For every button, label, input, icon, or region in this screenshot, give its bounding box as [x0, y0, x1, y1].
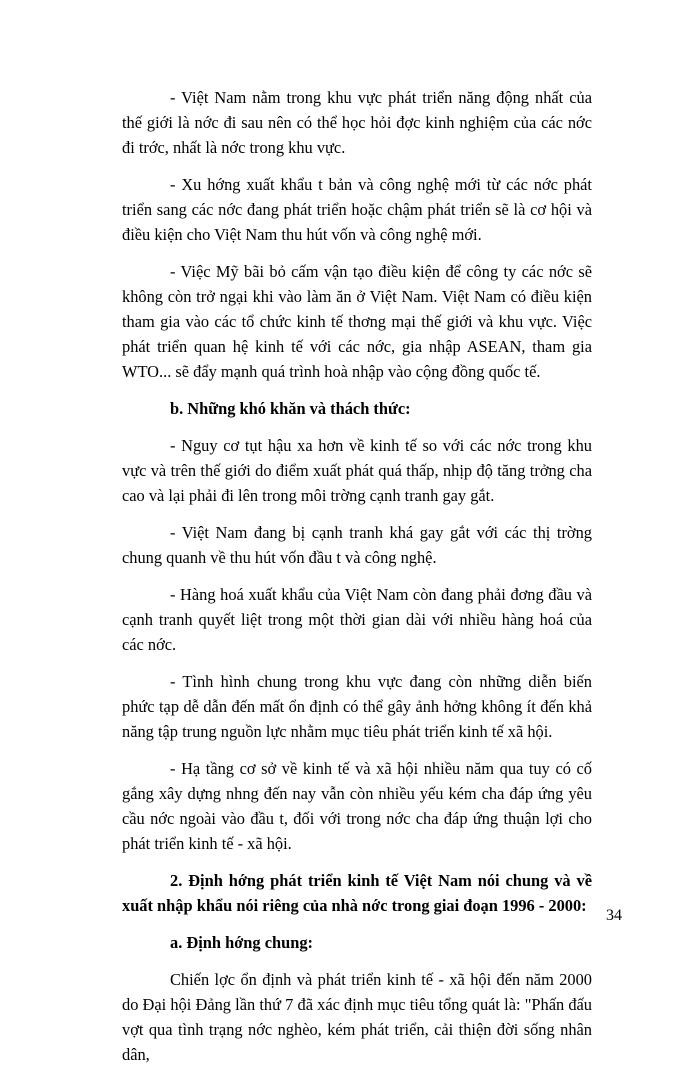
paragraph-challenge-lagging: - Nguy cơ tụt hậu xa hơn về kinh tế so với các nớc trong khu vực và trên thế giới do điểm xuất phát quá thấp, nhịp độ tăng trởng cha cao và lại phải đi lên trong môi trờng cạnh tranh gay gắt.	[122, 436, 592, 505]
heading-development-orientation: 2. Định hớng phát triển kinh tế Việt Nam nói chung và về xuất nhập khẩu nói riêng của nhà nớc trong giai đoạn 1996 - 2000:	[122, 871, 592, 915]
page-content	[122, 85, 592, 1079]
paragraph-challenge-export-goods: - Hàng hoá xuất khẩu của Việt Nam còn đang phải đơng đầu và cạnh tranh quyết liệt trong một thời gian dài với nhiều hàng hoá của các nớc.	[122, 585, 592, 654]
heading-challenges: b. Những khó khăn và thách thức:	[170, 399, 411, 418]
paragraph-challenge-competition: - Việt Nam đang bị cạnh tranh khá gay gắt với các thị trờng chung quanh về thu hút vốn đầu t và công nghệ.	[122, 523, 592, 567]
paragraph-challenge-regional-instability: - Tình hình chung trong khu vực đang còn những diễn biến phức tạp dễ dẫn đến mất ổn định có thể gây ảnh hởng không ít đến khả năng tập trung nguồn lực nhằm mục tiêu phát triển kinh tế xã hội.	[122, 672, 592, 741]
page-number: 34	[606, 907, 622, 924]
paragraph-opportunity-embargo-lifted: - Việc Mỹ bãi bỏ cấm vận tạo điều kiện để công ty các nớc sẽ không còn trở ngại khi vào làm ăn ở Việt Nam. Việt Nam có điều kiện tham gia vào các tổ chức kinh tế thơng mại thế giới và khu vực. Việc phát triển quan hệ kinh tế với các nớc, gia nhập ASEAN, tham gia WTO... sẽ đẩy mạnh quá trình hoà nhập vào cộng đồng quốc tế.	[122, 262, 592, 381]
paragraph-challenge-infrastructure: - Hạ tầng cơ sở về kinh tế và xã hội nhiều năm qua tuy có cố gắng xây dựng nhng đến nay vẫn còn nhiều yếu kém cha đáp ứng yêu cầu nớc ngoài vào đầu t, đối với trong nớc cha đáp ứng thuận lợi cho phát triển kinh tế - xã hội.	[122, 759, 592, 853]
paragraph-opportunity-dynamic-region: - Việt Nam nằm trong khu vực phát triển năng động nhất của thế giới là nớc đi sau nên có thể học hỏi đợc kinh nghiệm của các nớc đi trớc, nhất là nớc trong khu vực.	[122, 88, 592, 157]
heading-general-orientation: a. Định hớng chung:	[170, 933, 313, 952]
paragraph-strategy: Chiến lợc ổn định và phát triển kinh tế - xã hội đến năm 2000 do Đại hội Đảng lần thứ 7 đã xác định mục tiêu tổng quát là: "Phấn đấu vợt qua tình trạng nớc nghèo, kém phát triển, cải thiện đời sống nhân dân,	[122, 970, 592, 1064]
paragraph-opportunity-capital-flow: - Xu hớng xuất khẩu t bản và công nghệ mới từ các nớc phát triển sang các nớc đang phát triển hoặc chậm phát triển sẽ là cơ hội và điều kiện cho Việt Nam thu hút vốn và công nghệ mới.	[122, 175, 592, 244]
